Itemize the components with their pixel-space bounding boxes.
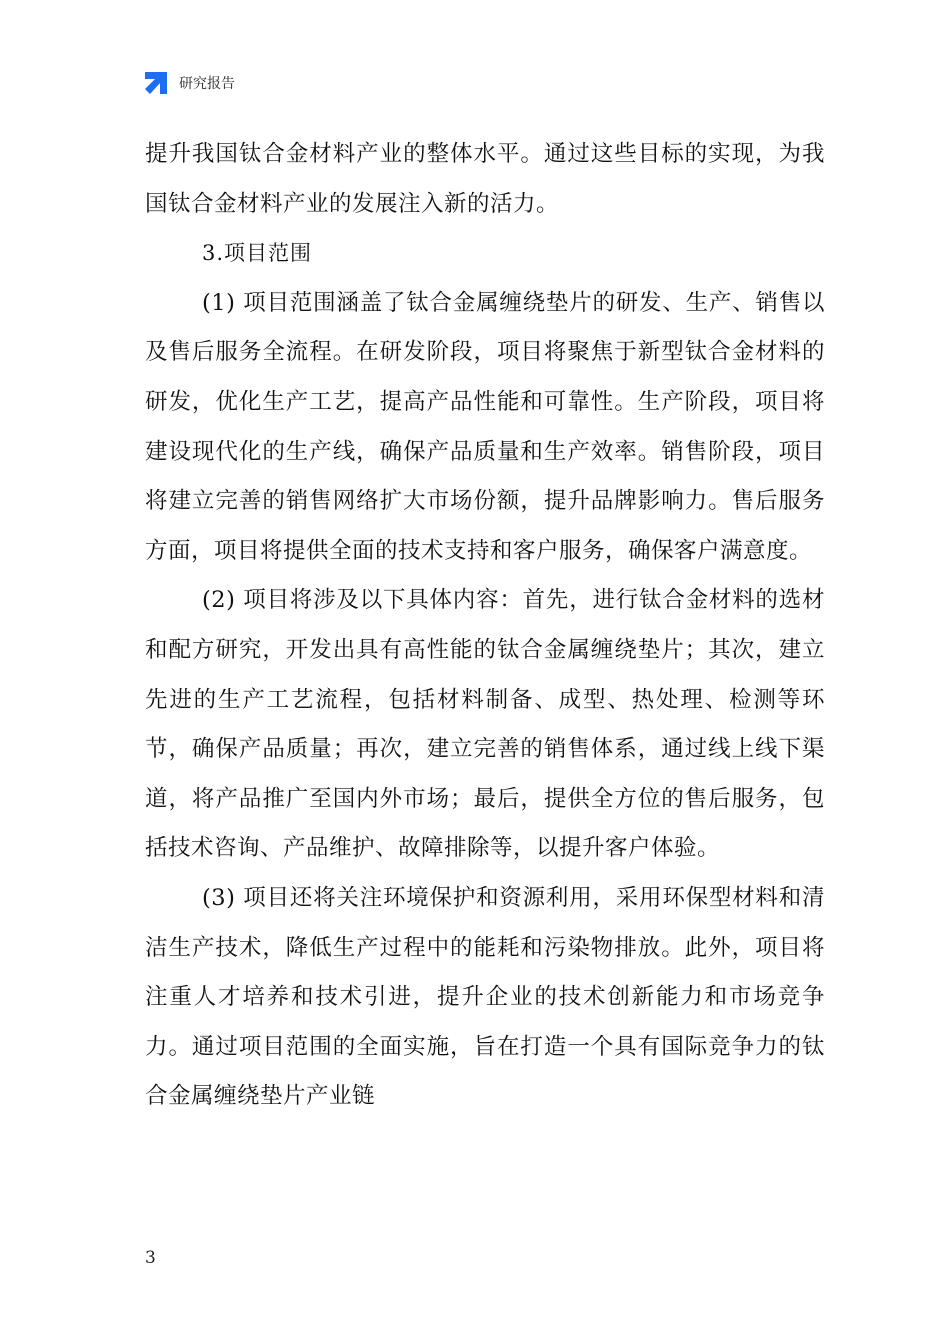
- paragraph-2: (2) 项目将涉及以下具体内容：首先，进行钛合金材料的选材和配方研究，开发出具有高性能的钛合金属缠绕垫片；其次，建立先进的生产工艺流程，包括材料制备、成型、热处理、检测等环节，确保产品质量；再次，建立完善的销售体系，通过线上线下渠道，将产品推广至国内外市场；最后，提供全方位的售后服务，包括技术咨询、产品维护、故障排除等，以提升客户体验。: [145, 587, 825, 862]
- paragraph-1: (1) 项目范围涵盖了钛合金属缠绕垫片的研发、生产、销售以及售后服务全流程。在研发阶段，项目将聚焦于新型钛合金材料的研发，优化生产工艺，提高产品性能和可靠性。生产阶段，项目将建设现代化的生产线，确保产品质量和生产效率。销售阶段，项目将建立完善的销售网络扩大市场份额，提升品牌影响力。售后服务方面，项目将提供全面的技术支持和客户服务，确保客户满意度。: [145, 289, 825, 564]
- intro-paragraph: 提升我国钛合金材料产业的整体水平。通过这些目标的实现，为我国钛合金材料产业的发展注入新的活力。: [145, 141, 825, 217]
- paragraph-3: (3) 项目还将关注环境保护和资源利用，采用环保型材料和清洁生产技术，降低生产过程中的能耗和污染物排放。此外，项目将注重人才培养和技术引进，提升企业的技术创新能力和市场竞争力。通过项目范围的全面实施，旨在打造一个具有国际竞争力的钛合金属缠绕垫片产业链: [145, 884, 825, 1110]
- header-title: 研究报告: [179, 76, 235, 92]
- arrow-up-right-icon: [143, 70, 169, 96]
- page-number: 3: [145, 1248, 156, 1268]
- page-header: [143, 70, 235, 96]
- document-body: [145, 130, 825, 1122]
- section-heading: 3.项目范围: [202, 241, 313, 266]
